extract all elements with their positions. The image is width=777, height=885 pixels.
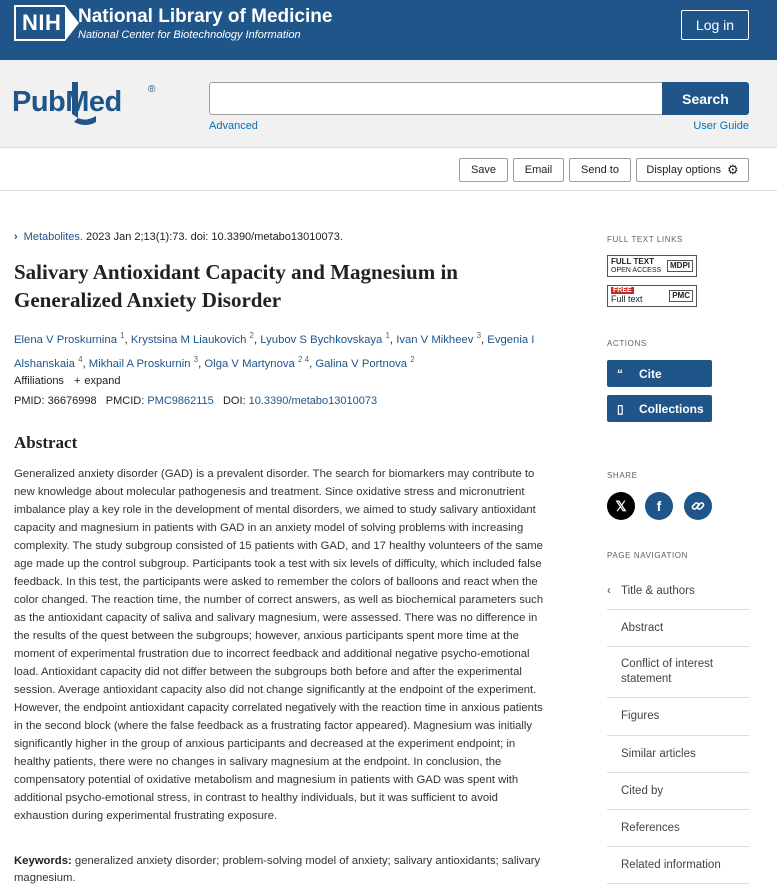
x-twitter-icon[interactable]: 𝕏 (607, 492, 635, 520)
pmc-logo: PMC (669, 290, 693, 302)
gear-icon: ⚙ (726, 162, 739, 177)
abstract-text: Generalized anxiety disorder (GAD) is a prevalent disorder. The search for biomarkers may contribute to new knowledge about molecular pathogenesis and treatment. Since oxidative stress and micronutrient imbalance play a key role in the development of mental disorders, we aimed to study salivary antioxidant capacity and magnesium in patients with GAD in an anxiety model of solving problems with increasing complexity. The study subgroup consisted of 15 patients with GAD, and 17 healthy volunteers of the same age made up the control subgroup. Participants took a test with six levels of difficulty, which included false feedback. In this test, the participants were asked to remember the colors of balloons and react when the color changed. The reaction time, the number of correct answers, as well as biochemical parameters such as the antioxidant capacity of saliva and salivary magnesium, were assessed. There was no difference in the results of the quest between the subgroups; however, anxious participants spent more time at the moment of experimental frustration due to incorrect feedback and additional negative psycho-emotional load. Antioxidant capacity did not differ between the subgroups both before and after the experimental session. Average antioxidant capacity also did not change significantly at the endpoint of the experiment. However, the endpoint antioxidant capacity correlated negatively with the reaction time in anxious patients in the second block (where the false feedback as a frustrating factor appeared). Magnesium was initially significantly higher in the group of anxious participants and decreased at the experiment endpoint; in healthy patients, there were no changes in salivary magnesium at the endpoint. In conclusion, the compensatory potential of oxidative metabolism and magnesium in patients with GAD was spent with additional psycho-emotional stress, in contrast to healthy individuals, but it was sufficient to avoid exhaustion during experimental frustrating exposure. (14, 468, 544, 822)
nav-title-authors[interactable]: ‹ Title & authors (607, 574, 749, 610)
article-title: Salivary Antioxidant Capacity and Magnesium in Generalized Anxiety Disorder (14, 260, 458, 312)
author-name: Mikhail A Proskurnin (88, 357, 191, 370)
author-list (14, 326, 554, 374)
author-link[interactable] (88, 354, 202, 370)
author-separator: , (124, 333, 128, 346)
chevron-right-icon[interactable]: › (14, 231, 18, 243)
nav-references[interactable]: References (607, 810, 749, 847)
collections-button[interactable] (607, 395, 712, 422)
pmcid-label: PMCID: (105, 395, 145, 407)
pmc-full-text-link[interactable] (607, 285, 697, 307)
facebook-icon[interactable]: f (645, 492, 673, 520)
citation-text: 2023 Jan 2;13(1):73. doi: 10.3390/metabo13010073. (86, 231, 343, 243)
plus-icon: + (73, 375, 81, 387)
author-affiliation-number: 2 4 (297, 354, 310, 364)
expand-link[interactable]: expand (84, 375, 121, 387)
quote-icon: “ (617, 366, 623, 381)
cite-button[interactable] (607, 360, 712, 387)
registered-mark: ® (148, 84, 156, 95)
mdpi-full-text-link[interactable] (607, 255, 697, 277)
mdpi-logo: MDPI (667, 260, 693, 272)
collections-label: Collections (639, 401, 704, 416)
chevron-left-icon: ‹ (607, 585, 611, 597)
author-separator: , (254, 333, 258, 346)
nlm-title: National Library of Medicine (78, 6, 333, 27)
author-link[interactable] (14, 331, 128, 346)
nav-conflict-of-interest[interactable]: Conflict of interest statement (607, 647, 749, 698)
author-name: Evgenia I Alshanskaia (14, 333, 535, 370)
pmid-value: 36676998 (47, 395, 97, 407)
author-affiliation-number: 2 (249, 331, 254, 340)
share-heading: SHARE (607, 471, 638, 480)
nih-logo[interactable] (14, 5, 79, 41)
identifiers (14, 395, 377, 407)
page-navigation-heading: PAGE NAVIGATION (607, 551, 689, 560)
journal-citation (14, 231, 343, 243)
pubmed-logo-text: PubMed (12, 86, 122, 118)
affiliations-label: Affiliations (14, 375, 64, 387)
author-separator: , (198, 357, 202, 370)
link-icon[interactable] (684, 492, 712, 520)
author-name: Olga V Martynova (204, 357, 295, 370)
search-band (0, 60, 777, 148)
pmid-label: PMID: (14, 395, 45, 407)
user-guide-link[interactable]: User Guide (693, 120, 749, 132)
advanced-search-link[interactable]: Advanced (209, 120, 258, 132)
author-name: Krystsina M Liaukovich (130, 333, 247, 346)
author-link[interactable] (315, 354, 415, 370)
author-separator: , (481, 333, 485, 346)
doi-label: DOI: (222, 395, 246, 407)
nav-abstract[interactable]: Abstract (607, 610, 749, 647)
author-affiliation-number: 3 (476, 331, 482, 340)
keywords-text: generalized anxiety disorder; problem-solving model of anxiety; salivary antioxidants; salivary magnesium. (14, 855, 541, 884)
nih-logo-text: NIH (14, 5, 65, 41)
bookmark-icon: ▯ (617, 401, 624, 416)
author-separator: , (389, 333, 394, 346)
nav-figures[interactable]: Figures (607, 698, 749, 736)
mdpi-badge-text: FULL TEXT OPEN ACCESS (611, 256, 662, 274)
display-options-label: Display options (646, 164, 721, 176)
author-link[interactable] (204, 354, 313, 370)
search-input[interactable] (209, 82, 663, 115)
nlm-title-block[interactable] (78, 6, 332, 42)
keywords-label: Keywords: (14, 855, 72, 867)
author-name: Lyubov S Bychkovskaya (260, 333, 383, 346)
author-name: Elena V Proskurnina (14, 333, 117, 346)
author-affiliation-number: 1 (385, 331, 390, 340)
actions-heading: ACTIONS (607, 339, 647, 348)
journal-link[interactable]: Metabolites. (23, 231, 83, 243)
keywords (14, 853, 554, 885)
abstract-heading: Abstract (14, 433, 78, 452)
pmcid-link[interactable]: PMC9862115 (147, 395, 214, 407)
pmc-badge-text: FREE Full text (611, 287, 643, 304)
send-to-button[interactable]: Send to (569, 158, 631, 182)
pubmed-logo[interactable] (12, 78, 157, 126)
nav-cited-by[interactable]: Cited by (607, 773, 749, 810)
nav-related-information[interactable]: Related information (607, 847, 749, 884)
author-link[interactable] (260, 331, 394, 346)
author-affiliation-number: 1 (120, 331, 125, 340)
author-affiliation-number: 2 (410, 354, 415, 364)
nlm-header (0, 0, 777, 60)
author-affiliation-number: 4 (78, 354, 83, 364)
save-button[interactable]: Save (459, 158, 508, 182)
link-chain-icon (691, 499, 705, 513)
author-link[interactable] (130, 331, 258, 346)
cite-label: Cite (639, 366, 662, 381)
author-affiliation-number: 3 (193, 354, 199, 364)
doi-link[interactable]: 10.3390/metabo13010073 (248, 395, 378, 407)
author-link[interactable] (396, 331, 485, 346)
search-button[interactable]: Search (662, 82, 749, 115)
display-options-button[interactable] (636, 158, 749, 182)
login-button[interactable]: Log in (681, 10, 749, 40)
action-bar (0, 148, 777, 191)
nlm-subtitle: National Center for Biotechnology Information (78, 29, 301, 41)
affiliations-row[interactable] (14, 375, 120, 387)
author-name: Ivan V Mikheev (396, 333, 474, 346)
full-text-links-heading: FULL TEXT LINKS (607, 235, 683, 244)
author-separator: , (82, 357, 86, 370)
author-separator: , (309, 357, 313, 370)
nav-similar-articles[interactable]: Similar articles (607, 736, 749, 773)
author-name: Galina V Portnova (315, 357, 408, 370)
email-button[interactable]: Email (513, 158, 564, 182)
